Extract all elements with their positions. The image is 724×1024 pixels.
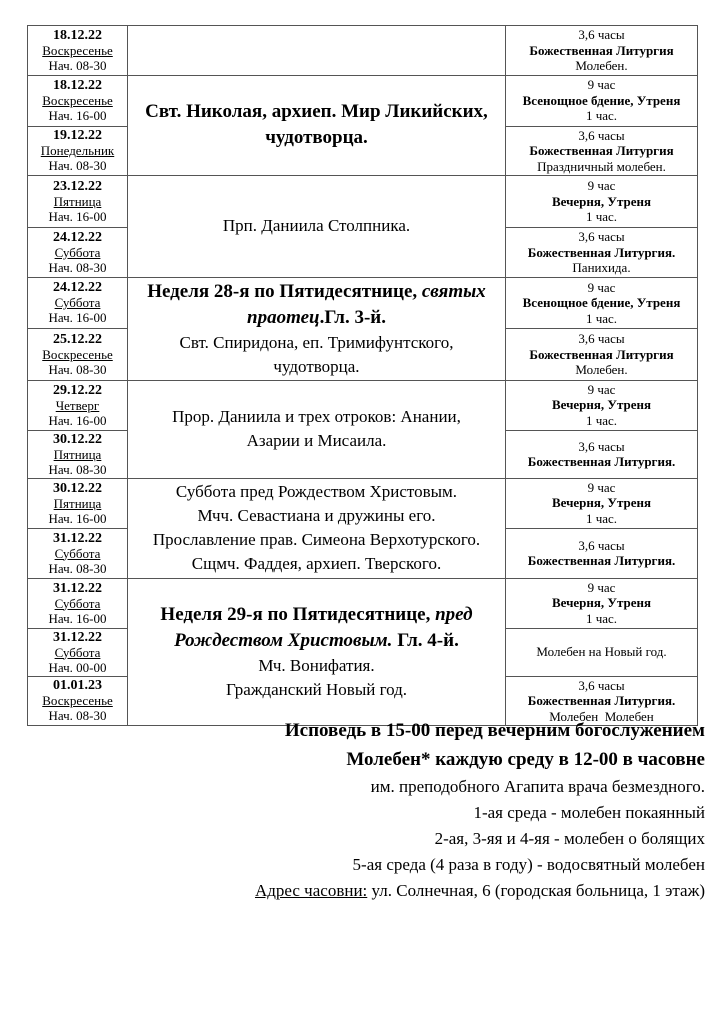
service-line-bold: Вечерня, Утреня: [551, 397, 652, 413]
start-time: Нач. 08-30: [48, 158, 107, 174]
service-line: 9 час: [587, 279, 616, 295]
start-time: Нач. 16-00: [48, 310, 107, 326]
date: 01.01.23: [53, 678, 102, 694]
service-line: 9 час: [587, 178, 616, 194]
weekday: Суббота: [54, 644, 101, 660]
service-cell: [506, 75, 698, 126]
moleben-note: Молебен* каждую среду в 12-00 в часовне: [346, 749, 705, 770]
date-cell: [28, 329, 128, 381]
service-line: 9 час: [587, 381, 616, 397]
service-line: 1 час.: [585, 108, 618, 124]
feast-text-italic: Рождеством Христовым.: [174, 629, 393, 651]
weekday: Воскресенье: [42, 346, 113, 362]
start-time: Нач. 00-00: [48, 659, 107, 675]
address-value: ул. Солнечная, 6 (городская больница, 1 этаж): [367, 881, 705, 900]
wednesday-2-4: 2-ая, 3-яя и 4-яя - молебен о болящих: [434, 829, 705, 848]
feast-text: Неделя 29-я по Пятидесятнице,: [160, 603, 436, 625]
weekday: Воскресенье: [42, 93, 113, 108]
start-time: Нач. 08-30: [48, 560, 107, 576]
weekday: Пятница: [53, 194, 102, 209]
feast-line: [130, 602, 503, 628]
date: 24.12.22: [53, 229, 102, 245]
start-time: Нач. 08-30: [48, 361, 107, 377]
feast-line: Сщмч. Фаддея, архиеп. Тверского.: [191, 554, 442, 573]
service-cell: [506, 578, 698, 628]
service-line-bold: Вечерня, Утреня: [551, 595, 652, 611]
service-line: Молебен.: [575, 362, 628, 377]
date-cell: [28, 380, 128, 430]
feast-line: Свт. Спиридона, еп. Тримифунтского,: [179, 332, 454, 352]
feast-cell-daniel-stylite: [128, 176, 506, 278]
feast-line: Мчч. Севастиана и дружины его.: [197, 506, 436, 525]
date-cell: [28, 478, 128, 528]
date: 24.12.22: [53, 280, 102, 296]
service-line: 9 час: [587, 579, 616, 595]
start-time: Нач. 16-00: [48, 412, 107, 428]
feast-line: [130, 305, 503, 331]
feast-cell-nicholas: [128, 75, 506, 176]
chapel-address: [27, 878, 705, 904]
service-line: 3,6 часы: [578, 677, 625, 693]
weekday: Понедельник: [40, 143, 115, 159]
service-line-bold: Всенощное бдение, Утреня: [522, 295, 681, 310]
date: 31.12.22: [53, 629, 102, 645]
start-time: Нач. 08-30: [48, 259, 107, 275]
feast-cell-week29: [128, 578, 506, 726]
feast-line: Суббота пред Рождеством Христовым.: [175, 482, 458, 501]
weekday: Суббота: [54, 244, 101, 260]
date: 31.12.22: [53, 580, 102, 596]
service-line: 9 час: [587, 479, 616, 495]
date: 18.12.22: [53, 27, 102, 43]
start-time: Нач. 16-00: [48, 510, 107, 526]
date-cell: [28, 26, 128, 76]
service-line: 1 час.: [585, 209, 618, 225]
address-label: Адрес часовни:: [254, 881, 368, 900]
service-line: Молебен Молебен: [549, 708, 654, 724]
service-line-bold: Божественная Литургия: [529, 143, 674, 158]
date: 25.12.22: [53, 331, 102, 347]
feast-text-italic: святых: [421, 280, 486, 302]
date-cell: [28, 277, 128, 329]
weekday: Пятница: [53, 495, 102, 511]
service-line-bold: Божественная Литургия.: [527, 693, 676, 708]
service-line: 1 час.: [585, 510, 618, 526]
date: 19.12.22: [53, 128, 102, 144]
feast-line: Прославление прав. Симеона Верхотурского.: [152, 530, 481, 549]
start-time: Нач. 16-00: [48, 610, 107, 626]
wednesday-1: 1-ая среда - молебен покаянный: [473, 803, 705, 822]
service-line-bold: Вечерня, Утреня: [551, 193, 652, 209]
service-line: Молебен.: [575, 58, 628, 73]
feast-line: Прор. Даниила и трех отроков: Анании,: [172, 407, 461, 426]
service-line: 9 час: [587, 77, 616, 93]
service-line: 3,6 часы: [578, 331, 625, 346]
start-time: Нач. 08-30: [48, 461, 107, 477]
service-line: Праздничный молебен.: [537, 158, 666, 174]
feast-cell-week28: [128, 277, 506, 380]
service-line-bold: Божественная Литургия.: [527, 244, 676, 260]
table-row: [28, 478, 698, 528]
date: 23.12.22: [53, 179, 102, 194]
weekday: Суббота: [54, 595, 101, 611]
start-time: Нач. 16-00: [48, 108, 107, 123]
table-row: [28, 380, 698, 430]
feast-text: .Гл. 3-й.: [319, 306, 386, 328]
feast-line: Прп. Даниила Столпника.: [222, 216, 411, 236]
start-time: Нач. 08-30: [48, 57, 107, 73]
service-line-bold: Божественная Литургия.: [527, 454, 676, 469]
service-line-bold: Божественная Литургия: [529, 346, 674, 362]
service-line: Молебен на Новый год.: [536, 644, 667, 660]
service-cell: [506, 228, 698, 278]
date-cell: [28, 430, 128, 478]
date: 31.12.22: [53, 530, 102, 546]
service-cell: [506, 430, 698, 478]
service-cell: [506, 126, 698, 176]
service-schedule-table: [27, 25, 698, 726]
feast-text-italic: праотец: [247, 306, 320, 328]
feast-line: чудотворца.: [265, 127, 368, 149]
service-cell: [506, 528, 698, 578]
weekday: Суббота: [54, 295, 101, 311]
service-line-bold: Всенощное бдение, Утреня: [522, 92, 681, 108]
table-row: [28, 176, 698, 228]
feast-line: Азарии и Мисаила.: [246, 431, 387, 450]
service-cell: [506, 26, 698, 76]
service-line: 3,6 часы: [578, 537, 625, 553]
table-row: [28, 277, 698, 329]
date-cell: [28, 176, 128, 228]
weekday: Четверг: [55, 397, 100, 413]
service-cell: [506, 277, 698, 329]
weekday: Воскресенье: [42, 693, 113, 709]
service-line: 3,6 часы: [578, 27, 625, 42]
table-row: [28, 578, 698, 628]
date-cell: [28, 126, 128, 176]
feast-cell-prophet-daniel: [128, 380, 506, 478]
table-row: [28, 75, 698, 126]
table-row: [28, 26, 698, 76]
feast-line: [130, 279, 503, 305]
feast-line: [130, 628, 503, 654]
date-cell: [28, 528, 128, 578]
feast-cell-saturday-before-nativity: [128, 478, 506, 578]
date-cell: [28, 578, 128, 628]
service-cell: [506, 329, 698, 381]
weekday: Суббота: [54, 545, 101, 561]
service-line-bold: Божественная Литургия.: [527, 553, 676, 568]
date: 30.12.22: [53, 480, 102, 496]
date-cell: [28, 228, 128, 278]
weekday: Пятница: [53, 446, 102, 462]
date: 30.12.22: [53, 431, 102, 447]
wednesday-5: 5-ая среда (4 раза в году) - водосвятный молебен: [352, 855, 705, 874]
service-cell: [506, 380, 698, 430]
feast-text: Неделя 28-я по Пятидесятнице,: [147, 280, 422, 302]
date-cell: [28, 75, 128, 126]
feast-cell-empty: [128, 26, 506, 76]
service-cell: [506, 478, 698, 528]
start-time: Нач. 08-30: [48, 708, 107, 724]
footer-notes: [27, 716, 705, 904]
service-line: 1 час.: [585, 610, 618, 626]
date: 29.12.22: [53, 382, 102, 398]
feast-text: Гл. 4-й.: [392, 629, 459, 651]
feast-text-italic: пред: [435, 603, 473, 625]
service-line: 3,6 часы: [578, 438, 625, 454]
service-line: 3,6 часы: [578, 229, 625, 244]
date: 18.12.22: [53, 78, 102, 93]
feast-line: Мч. Вонифатия.: [258, 655, 375, 675]
feast-line: Гражданский Новый год.: [225, 679, 408, 699]
service-line: 1 час.: [585, 310, 618, 326]
service-line-bold: Вечерня, Утреня: [551, 495, 652, 511]
date-cell: [28, 628, 128, 676]
service-line: 1 час.: [585, 412, 618, 428]
feast-line: чудотворца.: [273, 356, 360, 376]
start-time: Нач. 16-00: [48, 209, 107, 224]
service-line: 3,6 часы: [578, 127, 625, 143]
feast-line: Свт. Николая, архиеп. Мир Ликийских,: [145, 101, 488, 123]
chapel-name: им. преподобного Агапита врача безмездного.: [370, 777, 705, 796]
service-line: Панихида.: [572, 260, 631, 275]
confession-note: Исповедь в 15-00 перед вечерним богослужением: [284, 720, 705, 741]
service-cell: [506, 176, 698, 228]
service-cell: [506, 628, 698, 676]
weekday: Воскресенье: [42, 42, 113, 58]
service-line-bold: Божественная Литургия: [529, 42, 674, 58]
